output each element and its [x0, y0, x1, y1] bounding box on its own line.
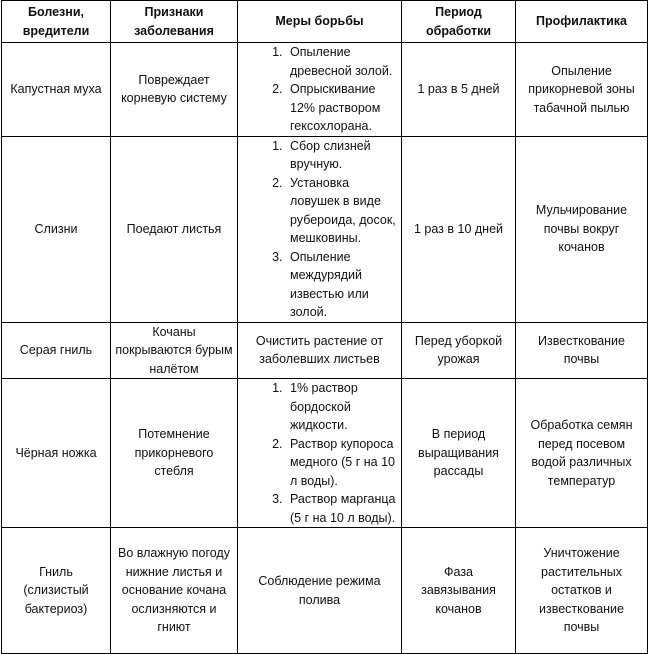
disease-cell: Гниль (слизистый бактериоз)	[2, 528, 111, 654]
measures-cell: Очистить растение от заболевших листьев	[238, 322, 402, 379]
measure-item: 2. Раствор купороса медного (5 г на 10 л воды).	[286, 435, 397, 491]
measures-list	[242, 379, 397, 527]
symptoms-cell: Потемнение прикорневого стебля	[111, 379, 238, 528]
header-disease: Болезни, вредители	[2, 1, 111, 43]
measures-cell	[238, 136, 402, 322]
measure-item: 3. Опыление междурядий известью или золой.	[286, 248, 397, 322]
header-prevention: Профилактика	[516, 1, 648, 43]
measure-item: 2. Опрыскивание 12% раствором гексохлорана.	[286, 80, 397, 136]
measure-item: 1. Опыление древесной золой.	[286, 43, 397, 80]
period-cell: 1 раз в 10 дней	[402, 136, 516, 322]
header-measures: Меры борьбы	[238, 1, 402, 43]
measures-cell	[238, 43, 402, 137]
measure-item: 1. Сбор слизней вручную.	[286, 137, 397, 174]
symptoms-cell: Поедают листья	[111, 136, 238, 322]
symptoms-cell: Повреждает корневую систему	[111, 43, 238, 137]
period-cell: В период выращивания рассады	[402, 379, 516, 528]
table-row	[2, 528, 648, 654]
measures-list	[242, 137, 397, 322]
prevention-cell: Обработка семян перед посевом водой различных температур	[516, 379, 648, 528]
header-symptoms: Признаки заболевания	[111, 1, 238, 43]
pest-control-table	[1, 0, 648, 654]
measures-cell	[238, 379, 402, 528]
measures-cell: Соблюдение режима полива	[238, 528, 402, 654]
period-cell: Перед уборкой урожая	[402, 322, 516, 379]
symptoms-cell: Кочаны покрываются бурым налётом	[111, 322, 238, 379]
prevention-cell: Опыление прикорневой зоны табачной пылью	[516, 43, 648, 137]
period-cell: Фаза завязывания кочанов	[402, 528, 516, 654]
measure-item: 1. 1% раствор бордоской жидкости.	[286, 379, 397, 435]
disease-cell: Капустная муха	[2, 43, 111, 137]
table-row	[2, 322, 648, 379]
table-row	[2, 136, 648, 322]
prevention-cell: Известкование почвы	[516, 322, 648, 379]
table-row	[2, 43, 648, 137]
header-row	[2, 1, 648, 43]
measure-item: 3. Раствор марганца (5 г на 10 л воды).	[286, 490, 397, 527]
disease-cell: Чёрная ножка	[2, 379, 111, 528]
symptoms-cell: Во влажную погоду нижние листья и основание кочана ослизняются и гниют	[111, 528, 238, 654]
measures-list	[242, 43, 397, 136]
prevention-cell: Уничтожение растительных остатков и известкование почвы	[516, 528, 648, 654]
measure-item: 2. Установка ловушек в виде рубероида, досок, мешковины.	[286, 174, 397, 248]
disease-cell: Слизни	[2, 136, 111, 322]
disease-cell: Серая гниль	[2, 322, 111, 379]
prevention-cell: Мульчирование почвы вокруг кочанов	[516, 136, 648, 322]
period-cell: 1 раз в 5 дней	[402, 43, 516, 137]
table-row	[2, 379, 648, 528]
header-period: Период обработки	[402, 1, 516, 43]
